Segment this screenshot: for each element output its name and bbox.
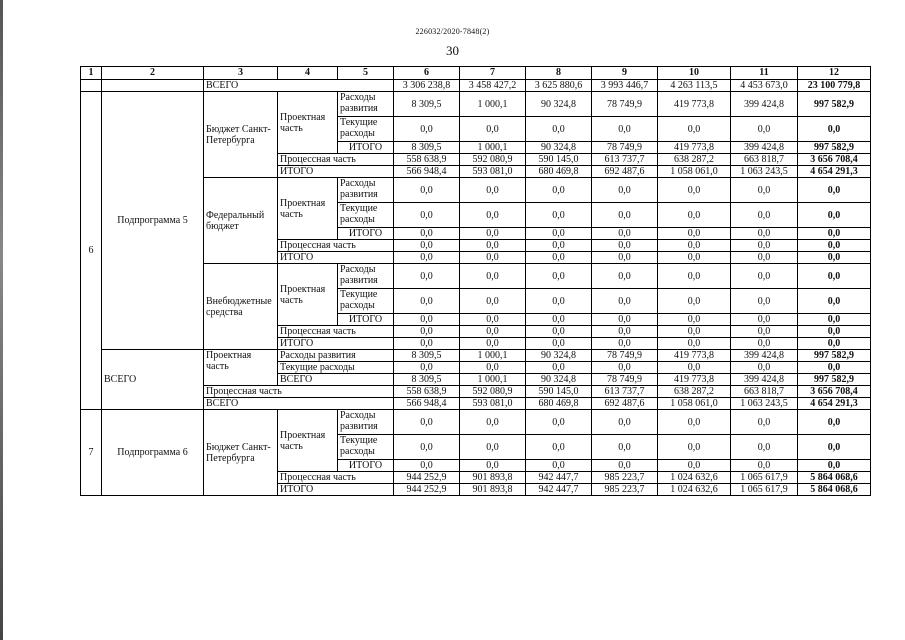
expense-type: ВСЕГО: [278, 374, 394, 386]
column-header: 1: [81, 67, 102, 80]
total-label: ИТОГО: [278, 166, 394, 178]
value-cell: 3 458 427,2: [460, 80, 526, 92]
value-cell: 0,0: [798, 264, 871, 289]
value-cell: 0,0: [394, 362, 460, 374]
value-cell: 3 993 446,7: [592, 80, 658, 92]
page-number: 30: [446, 43, 459, 58]
value-cell: 78 749,9: [592, 92, 658, 117]
value-cell: 558 638,9: [394, 386, 460, 398]
value-cell: 0,0: [460, 362, 526, 374]
value-cell: 0,0: [798, 410, 871, 435]
value-cell: 0,0: [798, 240, 871, 252]
value-cell: 942 447,7: [526, 484, 592, 496]
summary-label: ВСЕГО: [102, 350, 204, 410]
value-cell: 0,0: [394, 240, 460, 252]
value-cell: 0,0: [731, 460, 798, 472]
value-cell: 0,0: [394, 435, 460, 460]
budget-source: Внебюджетные средства: [204, 264, 278, 350]
value-cell: 0,0: [798, 228, 871, 240]
expense-type: Расходы развития: [338, 410, 394, 435]
value-cell: 0,0: [658, 264, 731, 289]
expense-type: Текущие расходы: [338, 117, 394, 142]
column-header: 8: [526, 67, 592, 80]
value-cell: 0,0: [731, 240, 798, 252]
value-cell: 663 818,7: [731, 154, 798, 166]
value-cell: 0,0: [526, 264, 592, 289]
value-cell: 0,0: [592, 240, 658, 252]
expense-type: Расходы развития: [338, 264, 394, 289]
budget-table: [80, 66, 871, 496]
column-header: 5: [338, 67, 394, 80]
summary-dev-row: [81, 350, 871, 362]
expense-type: Текущие расходы: [338, 203, 394, 228]
value-cell: 997 582,9: [798, 92, 871, 117]
value-cell: 1 058 061,0: [658, 166, 731, 178]
value-cell: 0,0: [731, 338, 798, 350]
value-cell: 0,0: [526, 178, 592, 203]
value-cell: 901 893,8: [460, 484, 526, 496]
value-cell: 0,0: [592, 460, 658, 472]
column-header: 3: [204, 67, 278, 80]
value-cell: 0,0: [731, 264, 798, 289]
value-cell: 3 656 708,4: [798, 386, 871, 398]
value-cell: 3 656 708,4: [798, 154, 871, 166]
value-cell: 0,0: [592, 117, 658, 142]
process-label: Процессная часть: [278, 472, 394, 484]
value-cell: 638 287,2: [658, 386, 731, 398]
expense-type: ИТОГО: [338, 142, 394, 154]
row-label: ВСЕГО: [204, 80, 394, 92]
value-cell: 0,0: [526, 117, 592, 142]
value-cell: 0,0: [798, 178, 871, 203]
value-cell: 1 000,1: [460, 374, 526, 386]
value-cell: 0,0: [658, 460, 731, 472]
project-part-label: Проектная часть: [278, 92, 338, 154]
document-id: 226032/2020-7848(2): [415, 27, 490, 36]
value-cell: 0,0: [731, 289, 798, 314]
value-cell: 399 424,8: [731, 92, 798, 117]
total-label: ИТОГО: [278, 484, 394, 496]
column-header: 12: [798, 67, 871, 80]
column-header: 6: [394, 67, 460, 80]
value-cell: 942 447,7: [526, 472, 592, 484]
value-cell: 419 773,8: [658, 92, 731, 117]
value-cell: 680 469,8: [526, 166, 592, 178]
value-cell: 0,0: [731, 252, 798, 264]
value-cell: 0,0: [526, 460, 592, 472]
value-cell: 0,0: [460, 289, 526, 314]
value-cell: 399 424,8: [731, 142, 798, 154]
value-cell: 0,0: [658, 252, 731, 264]
value-cell: 0,0: [394, 326, 460, 338]
value-cell: 0,0: [658, 289, 731, 314]
value-cell: 692 487,6: [592, 166, 658, 178]
process-label: Процессная часть: [278, 154, 394, 166]
value-cell: 1 063 243,5: [731, 398, 798, 410]
value-cell: 613 737,7: [592, 386, 658, 398]
value-cell: 558 638,9: [394, 154, 460, 166]
value-cell: 3 306 238,8: [394, 80, 460, 92]
value-cell: 0,0: [658, 203, 731, 228]
value-cell: 0,0: [460, 326, 526, 338]
value-cell: 0,0: [731, 326, 798, 338]
value-cell: 4 654 291,3: [798, 398, 871, 410]
value-cell: 0,0: [460, 264, 526, 289]
value-cell: 0,0: [592, 435, 658, 460]
value-cell: 419 773,8: [658, 374, 731, 386]
total-label: ИТОГО: [278, 338, 394, 350]
value-cell: 0,0: [460, 252, 526, 264]
value-cell: 3 625 880,6: [526, 80, 592, 92]
value-cell: 0,0: [460, 228, 526, 240]
column-header: 11: [731, 67, 798, 80]
value-cell: 0,0: [394, 410, 460, 435]
value-cell: 0,0: [731, 362, 798, 374]
value-cell: 90 324,8: [526, 92, 592, 117]
header-row: [81, 67, 871, 80]
value-cell: 90 324,8: [526, 374, 592, 386]
value-cell: 399 424,8: [731, 374, 798, 386]
value-cell: 0,0: [731, 228, 798, 240]
value-cell: 399 424,8: [731, 350, 798, 362]
value-cell: 0,0: [798, 435, 871, 460]
value-cell: 680 469,8: [526, 398, 592, 410]
expense-type: Расходы развития: [278, 350, 394, 362]
value-cell: 0,0: [394, 178, 460, 203]
expense-type: ИТОГО: [338, 228, 394, 240]
value-cell: 0,0: [731, 203, 798, 228]
total-label: ИТОГО: [278, 252, 394, 264]
value-cell: 590 145,0: [526, 154, 592, 166]
value-cell: 0,0: [658, 410, 731, 435]
value-cell: 0,0: [658, 435, 731, 460]
budget-source: Федеральный бюджет: [204, 178, 278, 264]
value-cell: 5 864 068,6: [798, 472, 871, 484]
value-cell: 8 309,5: [394, 142, 460, 154]
value-cell: 90 324,8: [526, 142, 592, 154]
value-cell: 4 263 113,5: [658, 80, 731, 92]
value-cell: 997 582,9: [798, 350, 871, 362]
value-cell: 566 948,4: [394, 166, 460, 178]
value-cell: 0,0: [658, 362, 731, 374]
value-cell: 1 024 632,6: [658, 484, 731, 496]
value-cell: 0,0: [798, 252, 871, 264]
expense-type: ИТОГО: [338, 314, 394, 326]
value-cell: 0,0: [798, 326, 871, 338]
project-dev-row: [81, 92, 871, 117]
value-cell: 0,0: [394, 117, 460, 142]
value-cell: 0,0: [658, 117, 731, 142]
value-cell: 0,0: [592, 289, 658, 314]
value-cell: 0,0: [526, 252, 592, 264]
project-part-label: Проектная часть: [278, 410, 338, 472]
column-header: 10: [658, 67, 731, 80]
value-cell: 0,0: [592, 178, 658, 203]
budget-source: Бюджет Санкт-Петербурга: [204, 410, 278, 496]
expense-type: ИТОГО: [338, 460, 394, 472]
value-cell: 78 749,9: [592, 374, 658, 386]
value-cell: 1 065 617,9: [731, 472, 798, 484]
value-cell: 0,0: [394, 252, 460, 264]
expense-type: Текущие расходы: [338, 289, 394, 314]
value-cell: 997 582,9: [798, 142, 871, 154]
project-dev-row: [81, 410, 871, 435]
grand-total-row: [81, 80, 871, 92]
value-cell: 0,0: [394, 264, 460, 289]
value-cell: 419 773,8: [658, 142, 731, 154]
value-cell: 613 737,7: [592, 154, 658, 166]
value-cell: 0,0: [658, 326, 731, 338]
process-label: Процессная часть: [278, 240, 394, 252]
value-cell: 1 024 632,6: [658, 472, 731, 484]
subprogram-name: Подпрограмма 5: [102, 92, 204, 350]
value-cell: 944 252,9: [394, 484, 460, 496]
value-cell: 1 000,1: [460, 350, 526, 362]
value-cell: 0,0: [526, 314, 592, 326]
value-cell: 0,0: [592, 410, 658, 435]
value-cell: 0,0: [460, 410, 526, 435]
value-cell: 0,0: [658, 314, 731, 326]
value-cell: 0,0: [526, 289, 592, 314]
value-cell: 0,0: [460, 203, 526, 228]
value-cell: 0,0: [731, 410, 798, 435]
process-label: Процессная часть: [204, 386, 394, 398]
value-cell: 23 100 779,8: [798, 80, 871, 92]
value-cell: 0,0: [526, 228, 592, 240]
value-cell: 0,0: [798, 117, 871, 142]
process-label: Процессная часть: [278, 326, 394, 338]
value-cell: 0,0: [731, 435, 798, 460]
value-cell: 0,0: [394, 460, 460, 472]
value-cell: 0,0: [731, 117, 798, 142]
value-cell: 1 000,1: [460, 142, 526, 154]
value-cell: 0,0: [394, 228, 460, 240]
project-part-label: Проектная часть: [204, 350, 278, 386]
column-header: 9: [592, 67, 658, 80]
value-cell: 593 081,0: [460, 166, 526, 178]
value-cell: 0,0: [394, 203, 460, 228]
value-cell: 0,0: [798, 289, 871, 314]
value-cell: 0,0: [526, 410, 592, 435]
project-part-label: Проектная часть: [278, 178, 338, 240]
value-cell: 0,0: [394, 314, 460, 326]
value-cell: 0,0: [460, 460, 526, 472]
value-cell: 593 081,0: [460, 398, 526, 410]
value-cell: 592 080,9: [460, 386, 526, 398]
column-header: 2: [102, 67, 204, 80]
value-cell: 692 487,6: [592, 398, 658, 410]
value-cell: 0,0: [731, 314, 798, 326]
value-cell: 4 654 291,3: [798, 166, 871, 178]
value-cell: 1 058 061,0: [658, 398, 731, 410]
value-cell: 8 309,5: [394, 92, 460, 117]
value-cell: 78 749,9: [592, 142, 658, 154]
value-cell: 0,0: [526, 240, 592, 252]
value-cell: 1 000,1: [460, 92, 526, 117]
value-cell: 5 864 068,6: [798, 484, 871, 496]
value-cell: 0,0: [394, 338, 460, 350]
column-header: 7: [460, 67, 526, 80]
value-cell: 4 453 673,0: [731, 80, 798, 92]
value-cell: 0,0: [731, 178, 798, 203]
value-cell: 566 948,4: [394, 398, 460, 410]
value-cell: 1 065 617,9: [731, 484, 798, 496]
value-cell: 0,0: [798, 203, 871, 228]
value-cell: 8 309,5: [394, 374, 460, 386]
expense-type: Текущие расходы: [278, 362, 394, 374]
page-scan-edge: [0, 0, 3, 640]
value-cell: 90 324,8: [526, 350, 592, 362]
value-cell: 1 063 243,5: [731, 166, 798, 178]
value-cell: 0,0: [798, 460, 871, 472]
value-cell: 0,0: [592, 264, 658, 289]
value-cell: 0,0: [658, 228, 731, 240]
value-cell: 0,0: [460, 314, 526, 326]
value-cell: 0,0: [526, 338, 592, 350]
value-cell: 0,0: [460, 117, 526, 142]
empty-cell: [102, 80, 204, 92]
value-cell: 78 749,9: [592, 350, 658, 362]
total-label: ВСЕГО: [204, 398, 394, 410]
project-part-label: Проектная часть: [278, 264, 338, 326]
value-cell: 0,0: [798, 362, 871, 374]
value-cell: 985 223,7: [592, 472, 658, 484]
empty-cell: [81, 80, 102, 92]
value-cell: 638 287,2: [658, 154, 731, 166]
value-cell: 0,0: [592, 203, 658, 228]
value-cell: 0,0: [798, 314, 871, 326]
value-cell: 0,0: [798, 338, 871, 350]
value-cell: 663 818,7: [731, 386, 798, 398]
value-cell: 985 223,7: [592, 484, 658, 496]
column-header: 4: [278, 67, 338, 80]
value-cell: 0,0: [526, 326, 592, 338]
budget-source: Бюджет Санкт-Петербурга: [204, 92, 278, 178]
value-cell: 0,0: [460, 338, 526, 350]
value-cell: 901 893,8: [460, 472, 526, 484]
value-cell: 997 582,9: [798, 374, 871, 386]
value-cell: 0,0: [658, 338, 731, 350]
value-cell: 944 252,9: [394, 472, 460, 484]
value-cell: 0,0: [460, 240, 526, 252]
value-cell: 592 080,9: [460, 154, 526, 166]
section-number: 6: [81, 92, 102, 410]
value-cell: 0,0: [526, 362, 592, 374]
value-cell: 590 145,0: [526, 386, 592, 398]
value-cell: 0,0: [592, 228, 658, 240]
subprogram-name: Подпрограмма 6: [102, 410, 204, 496]
value-cell: 0,0: [592, 314, 658, 326]
value-cell: 0,0: [394, 289, 460, 314]
value-cell: 0,0: [592, 362, 658, 374]
value-cell: 0,0: [526, 203, 592, 228]
value-cell: 0,0: [460, 178, 526, 203]
expense-type: Расходы развития: [338, 92, 394, 117]
expense-type: Расходы развития: [338, 178, 394, 203]
value-cell: 0,0: [592, 252, 658, 264]
value-cell: 0,0: [592, 338, 658, 350]
value-cell: 0,0: [460, 435, 526, 460]
value-cell: 419 773,8: [658, 350, 731, 362]
expense-type: Текущие расходы: [338, 435, 394, 460]
section-number: 7: [81, 410, 102, 496]
value-cell: 0,0: [526, 435, 592, 460]
value-cell: 0,0: [658, 240, 731, 252]
value-cell: 0,0: [592, 326, 658, 338]
value-cell: 8 309,5: [394, 350, 460, 362]
value-cell: 0,0: [658, 178, 731, 203]
